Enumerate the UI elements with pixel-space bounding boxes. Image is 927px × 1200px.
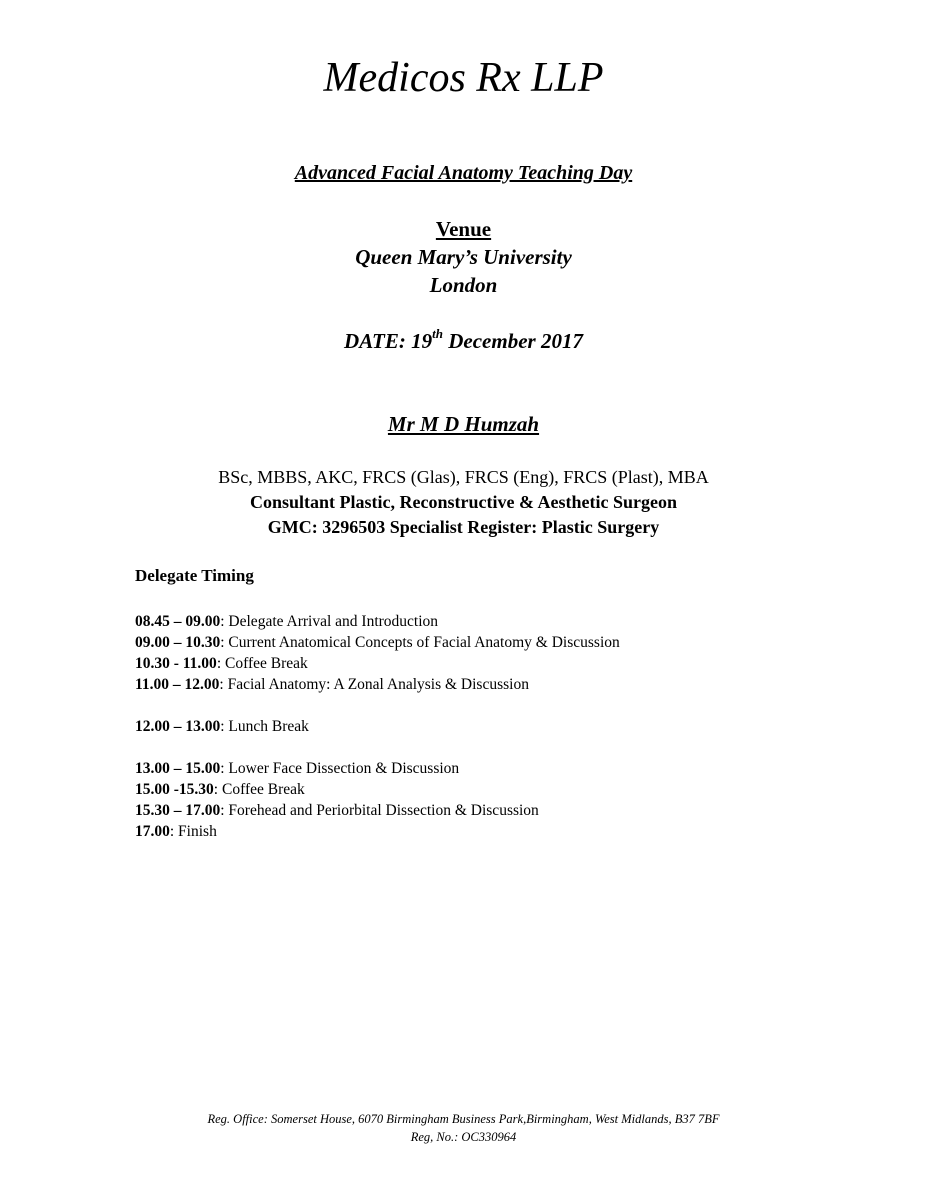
schedule-item	[135, 716, 835, 737]
event-date	[0, 327, 927, 355]
schedule-time: 08.45 – 09.00	[135, 613, 221, 630]
schedule-item	[135, 611, 835, 632]
schedule-time: 17.00	[135, 823, 170, 840]
schedule-time: 13.00 – 15.00	[135, 760, 221, 777]
venue-label: Venue	[435, 217, 492, 241]
company-name: Medicos Rx LLP	[323, 55, 604, 101]
schedule-time: 15.00 -15.30	[135, 781, 214, 798]
schedule-activity: : Facial Anatomy: A Zonal Analysis & Discussion	[219, 676, 529, 693]
presenter-qualifications: BSc, MBBS, AKC, FRCS (Glas), FRCS (Eng), FRCS (Plast), MBA	[218, 467, 709, 487]
footer-reg-number: Reg, No.: OC330964	[410, 1130, 517, 1144]
schedule-item	[135, 758, 835, 779]
schedule-activity: : Coffee Break	[216, 655, 308, 672]
schedule-activity: : Current Anatomical Concepts of Facial Anatomy & Discussion	[220, 634, 620, 651]
timing-heading: Delegate Timing	[135, 566, 254, 585]
schedule-activity: : Coffee Break	[213, 781, 305, 798]
schedule-time: 11.00 – 12.00	[135, 676, 220, 693]
schedule-item	[135, 800, 835, 821]
schedule-item	[135, 653, 835, 674]
presenter-role: Consultant Plastic, Reconstructive & Aesthetic Surgeon	[250, 492, 677, 512]
schedule-list	[135, 611, 835, 842]
schedule-activity: : Finish	[169, 823, 217, 840]
schedule-time: 15.30 – 17.00	[135, 802, 221, 819]
schedule-item	[135, 779, 835, 800]
date-ordinal-suffix: th	[432, 326, 443, 341]
venue-name: Queen Mary’s University	[355, 245, 572, 269]
footer-address: Reg. Office: Somerset House, 6070 Birmingham Business Park,Birmingham, West Midlands, B37 7BF	[207, 1112, 720, 1126]
schedule-activity: : Lower Face Dissection & Discussion	[220, 760, 460, 777]
schedule-time: 12.00 – 13.00	[135, 718, 221, 735]
schedule-activity: : Delegate Arrival and Introduction	[220, 613, 439, 630]
event-title: Advanced Facial Anatomy Teaching Day	[294, 162, 633, 184]
schedule-activity: : Forehead and Periorbital Dissection & Discussion	[220, 802, 539, 819]
schedule-item	[135, 674, 835, 695]
schedule-item	[135, 632, 835, 653]
presenter-gmc: GMC: 3296503 Specialist Register: Plastic Surgery	[267, 517, 660, 537]
presenter-name: Mr M D Humzah	[387, 412, 540, 436]
schedule-activity: : Lunch Break	[220, 718, 309, 735]
schedule-item	[135, 821, 835, 842]
venue-city: London	[429, 273, 498, 297]
schedule-time: 09.00 – 10.30	[135, 634, 221, 651]
date-prefix: DATE: 19	[344, 329, 433, 353]
schedule-time: 10.30 - 11.00	[135, 655, 217, 672]
date-rest: December 2017	[442, 329, 583, 353]
